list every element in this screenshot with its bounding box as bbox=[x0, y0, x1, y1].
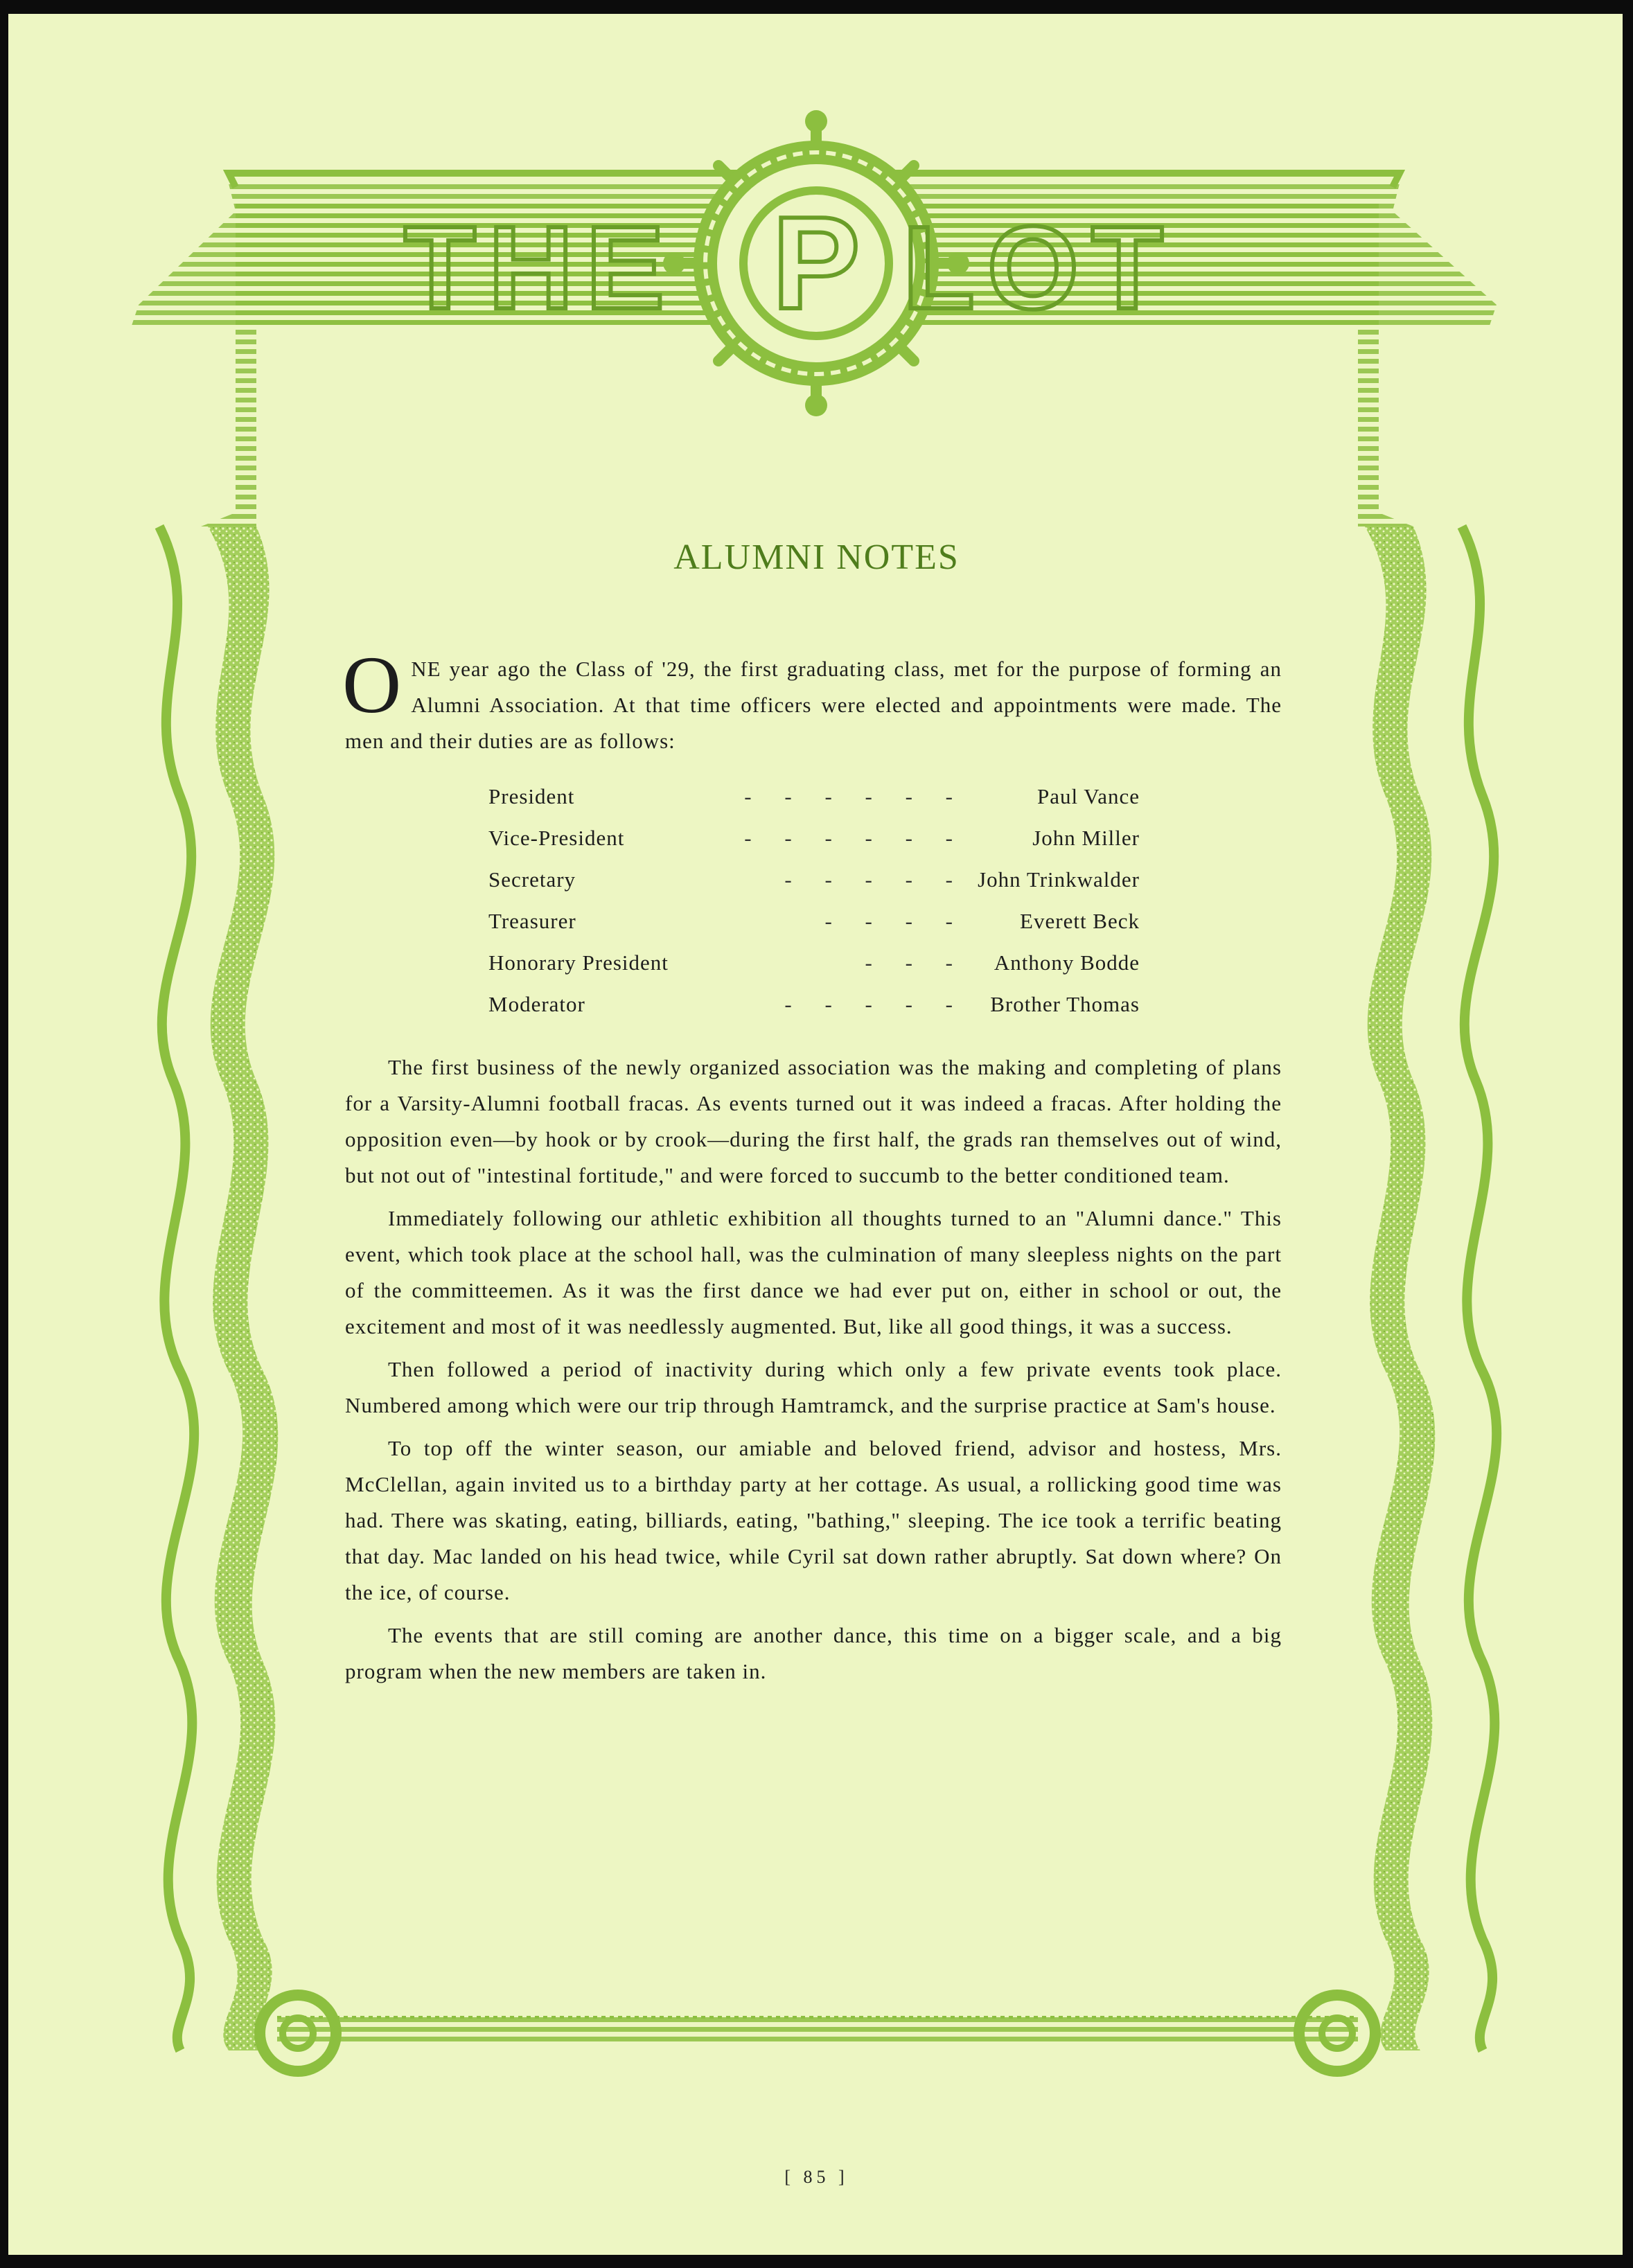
body-text bbox=[345, 1049, 1282, 1696]
officer-title: Honorary President bbox=[488, 950, 669, 975]
paragraph: Then followed a period of inactivity during which only a few private events took place. Numbered among which were our trip through Hamtramck, and the surprise practice at Sam's house. bbox=[345, 1357, 1282, 1417]
officers-list bbox=[488, 784, 1140, 1034]
officer-row bbox=[488, 784, 1140, 826]
officer-row bbox=[488, 867, 1140, 909]
leader-dashes: - - - bbox=[865, 950, 966, 975]
masthead-title-initial: P bbox=[772, 190, 860, 337]
paragraph: Immediately following our athletic exhibition all thoughts turned to an "Alumni dance." This event, which took place at the school hall, was the culmination of many sleepless nights on the part of the committeemen. As it was the first dance we had ever put on, either in school or out, the excitement and most of it was needlessly augmented. But, like all good things, it was a success. bbox=[345, 1206, 1282, 1338]
drop-cap: O bbox=[342, 639, 402, 730]
leader-dashes: - - - - - bbox=[784, 867, 966, 892]
leader-dashes: - - - - - bbox=[784, 992, 966, 1016]
officer-name: Paul Vance bbox=[1036, 784, 1140, 808]
officer-title: President bbox=[488, 784, 575, 808]
masthead-title-left: THE bbox=[404, 202, 677, 334]
page-number: [ 85 ] bbox=[784, 2167, 849, 2187]
officer-title: Moderator bbox=[488, 992, 585, 1016]
leader-dashes: - - - - bbox=[824, 909, 966, 933]
officer-name: Anthony Bodde bbox=[994, 950, 1140, 975]
paragraph: The events that are still coming are another dance, this time on a bigger scale, and a big program when the new members are taken in. bbox=[345, 1623, 1282, 1683]
officer-row bbox=[488, 909, 1140, 950]
paragraph: The first business of the newly organized association was the making and completing of plans for a Varsity-Alumni football fracas. As events turned out it was indeed a fracas. After holding the opposition even—by hook or by crook—during the first half, the grads ran themselves out of wind, but not out of "intestinal fortitude," and were forced to succumb to the better conditioned team. bbox=[345, 1055, 1282, 1187]
page-heading: ALUMNI NOTES bbox=[673, 538, 960, 577]
officer-name: Brother Thomas bbox=[990, 992, 1140, 1016]
intro-paragraph bbox=[342, 639, 1282, 759]
masthead-title-right: LOT bbox=[903, 202, 1176, 334]
leader-dashes: - - - - - - bbox=[744, 784, 966, 808]
intro-text: NE year ago the Class of '29, the first graduating class, met for the purpose of forming an Alumni Association. At that time officers were elected and appointments were made. The men and their duties are as follows: bbox=[345, 657, 1282, 753]
officer-row bbox=[488, 826, 1140, 867]
officer-row bbox=[488, 950, 1140, 992]
officer-title: Vice-President bbox=[488, 826, 625, 850]
officer-name: Everett Beck bbox=[1020, 909, 1140, 933]
officer-title: Treasurer bbox=[488, 909, 576, 933]
officer-name: John Miller bbox=[1032, 826, 1140, 850]
officer-name: John Trinkwalder bbox=[978, 867, 1140, 892]
leader-dashes: - - - - - - bbox=[744, 826, 966, 850]
officer-row bbox=[488, 992, 1140, 1034]
paragraph: To top off the winter season, our amiable and beloved friend, advisor and hostess, Mrs. McClellan, again invited us to a birthday party at her cottage. As usual, a rollicking good time was had. There was skating, eating, billiards, eating, "bathing," sleeping. The ice took a terrific beating that day. Mac landed on his head twice, while Cyril sat down rather abruptly. Sat down where? On the ice, of course. bbox=[345, 1436, 1282, 1604]
officer-title: Secretary bbox=[488, 867, 576, 892]
